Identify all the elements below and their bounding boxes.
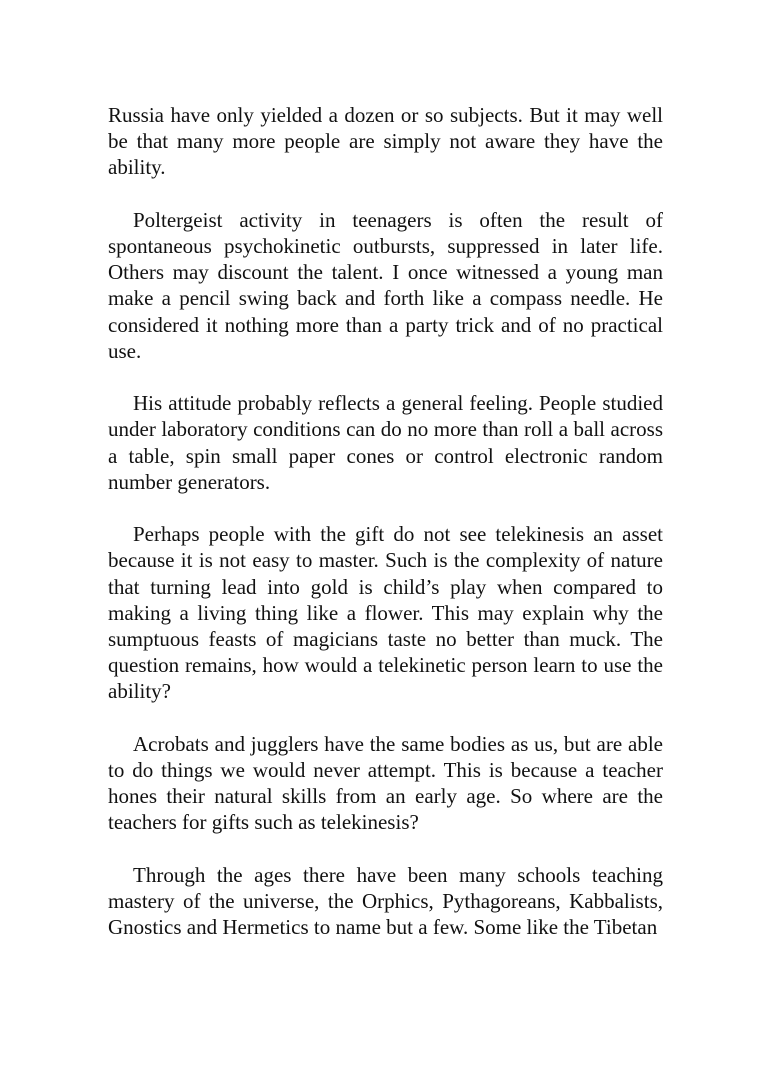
- paragraph-continued: Russia have only yielded a dozen or so subjects. But it may well be that many more people are simply not aware they have the ability.: [108, 103, 663, 180]
- paragraph-attitude: His attitude probably reflects a general feeling. People studied under laboratory conditions can do no more than roll a ball across a table, spin small paper cones or control electronic random number generators.: [108, 391, 663, 494]
- paragraph-gift: Perhaps people with the gift do not see telekinesis an asset because it is not easy to master. Such is the complexity of nature that turning lead into gold is child’s play when compared to making a living thing like a flower. This may explain why the sumptuous feasts of magicians taste no better than muck. The question remains, how would a telekinetic person learn to use the ability?: [108, 522, 663, 704]
- paragraph-schools: Through the ages there have been many schools teaching mastery of the universe, the Orphics, Pythagoreans, Kabbalists, Gnostics and Hermetics to name but a few. Some like the Tibetan: [108, 862, 663, 940]
- paragraph-acrobats: Acrobats and jugglers have the same bodies as us, but are able to do things we would never attempt. This is because a teacher hones their natural skills from an early age. So where are the teachers for gifts such as telekinesis?: [108, 731, 663, 835]
- body-text: [108, 102, 663, 967]
- paragraph-poltergeist: Poltergeist activity in teenagers is often the result of spontaneous psychokinetic outbursts, suppressed in later life. Others may discount the talent. I once witnessed a young man make a pencil swing back and forth like a compass needle. He considered it nothing more than a party trick and of no practical use.: [108, 207, 663, 363]
